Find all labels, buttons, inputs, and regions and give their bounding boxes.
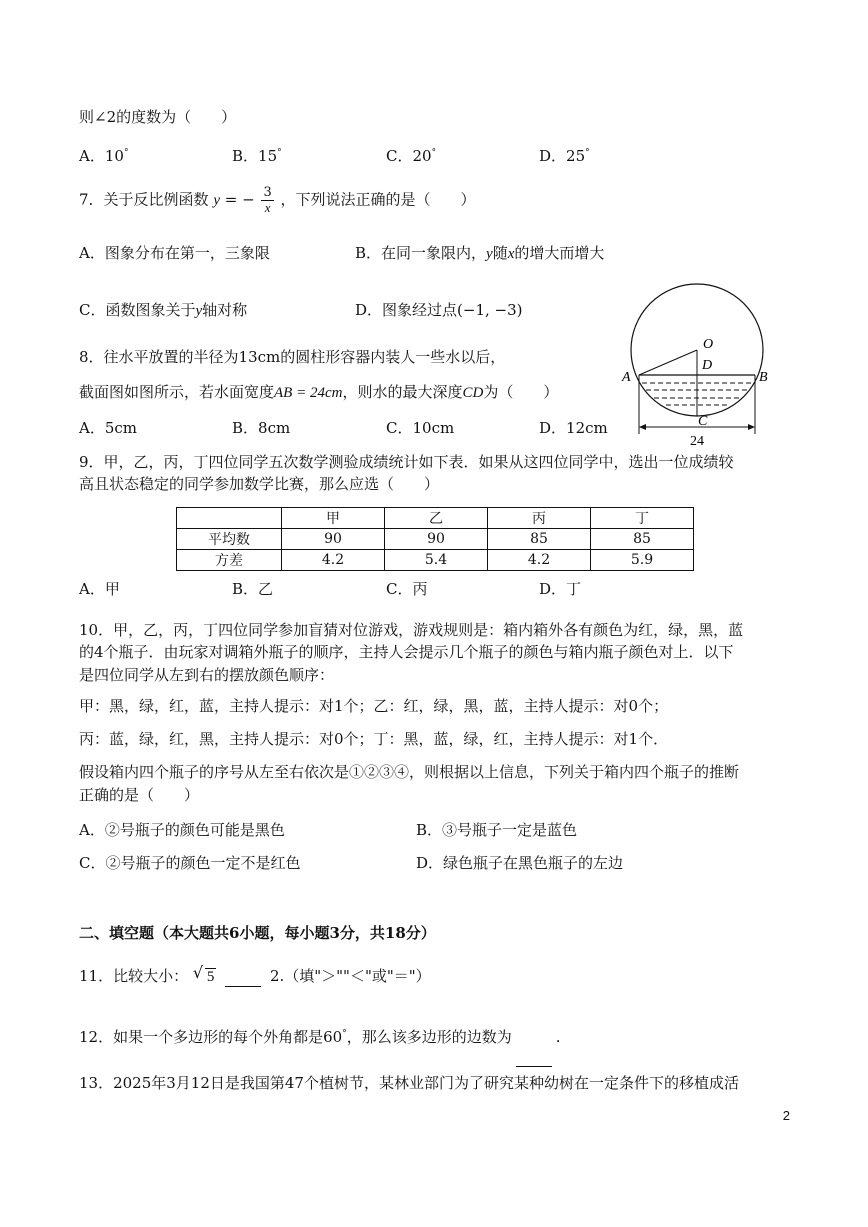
q9-stem-line2: 高且状态稳定的同学参加数学比赛，那么应选（ ） [79,475,440,493]
label-a: A [622,370,631,385]
q6-option-b: B．15° [232,147,282,165]
q8-option-b: B．8cm [232,419,291,437]
q8-circle-figure [618,282,788,452]
answer-blank [225,968,261,987]
table-row: 方差 4.2 5.4 4.2 5.9 [177,550,694,571]
q10-option-b: B．③号瓶子一定是蓝色 [416,821,578,839]
q8-stem-line2: 截面图如图所示，若水面宽度AB = 24cm，则水的最大深度CD为（ ） [79,383,559,401]
q8-option-d: D．12cm [539,419,608,437]
page-number: 2 [782,1108,790,1123]
q10-line7: 正确的是（ ） [79,786,200,804]
q8-option-a: A．5cm [79,419,138,437]
q7-option-d: D．图象经过点(−1, −3) [355,301,523,319]
q10-option-a: A．②号瓶子的颜色可能是黑色 [79,821,285,839]
q10-line4: 甲：黑，绿，红，蓝，主持人提示：对1个；乙：红，绿，黑，蓝，主持人提示：对0个； [79,697,669,715]
label-b: B [759,370,768,385]
q9-option-d: D．丁 [539,580,582,598]
q9-option-a: A．甲 [79,580,120,598]
q6-option-c: C．20° [386,147,437,165]
q7-fraction: $\frac{3}{x}$ [263,185,272,215]
table-row: 平均数 90 90 85 85 [177,529,694,550]
q10-line1: 10．甲，乙，丙，丁四位同学参加盲猜对位游戏，游戏规则是：箱内箱外各有颜色为红，绿，黑，蓝 [79,621,744,639]
label-width: 24 [690,434,704,449]
q12-stem: 12．如果一个多边形的每个外角都是60°，那么该多边形的边数为 . [79,1024,560,1047]
q6-option-d: D．25° [539,147,590,165]
q9-option-c: C．丙 [386,580,428,598]
q8-stem-line1: 8．往水平放置的半径为13cm的圆柱形容器内装人一些水以后， [79,348,506,366]
q6-stem: 则∠2的度数为（ ） [79,108,237,126]
answer-blank [516,1048,552,1067]
q11-stem: 11．比较大小： √ 5 2.（填"＞""＜"或"＝"） [79,963,431,985]
label-d: D [702,358,713,373]
table-header-row: 甲 乙 丙 丁 [177,508,694,529]
label-c: C [698,414,708,429]
q10-option-d: D．绿色瓶子在黑色瓶子的左边 [416,854,624,872]
q7-stem: 7．关于反比例函数 y = − $\frac{3}{x}$ ，下列说法正确的是（ ） [79,185,476,215]
q9-stem-line1: 9．甲，乙，丙，丁四位同学五次数学测验成绩统计如下表．如果从这四位同学中，选出一位成绩较 [79,453,734,471]
label-o: O [703,337,714,352]
q10-option-c: C．②号瓶子的颜色一定不是红色 [79,854,301,872]
q8-option-c: C．10cm [386,419,455,437]
q13-line1: 13．2025年3月12日是我国第47个植树节，某林业部门为了研究某种幼树在一定条件下的移植成活 [79,1074,739,1092]
q10-line2: 的4个瓶子．由玩家对调箱外瓶子的顺序，主持人会提示几个瓶子的颜色与箱内瓶子颜色对上．以下 [79,643,734,661]
sqrt-symbol: √ 5 [192,963,215,985]
q7-option-b: B．在同一象限内，y随x的增大而增大 [355,244,605,262]
q7-option-c: C．函数图象关于y轴对称 [79,301,248,319]
q10-line3: 是四位同学从左到右的摆放颜色顺序： [79,666,335,684]
section-heading: 二、填空题（本大题共6小题，每小题3分，共18分） [79,924,436,942]
q10-line5: 丙：蓝，绿，红，黑，主持人提示：对0个；丁：黑，蓝，绿，红，主持人提示：对1个． [79,730,669,748]
q9-score-table [176,507,694,571]
q7-option-a: A．图象分布在第一，三象限 [79,244,270,262]
q10-line6: 假设箱内四个瓶子的序号从左至右依次是①②③④，则根据以上信息，下列关于箱内四个瓶子的推断 [79,763,740,781]
q9-option-b: B．乙 [232,580,274,598]
q6-option-a: A．10° [79,147,129,165]
